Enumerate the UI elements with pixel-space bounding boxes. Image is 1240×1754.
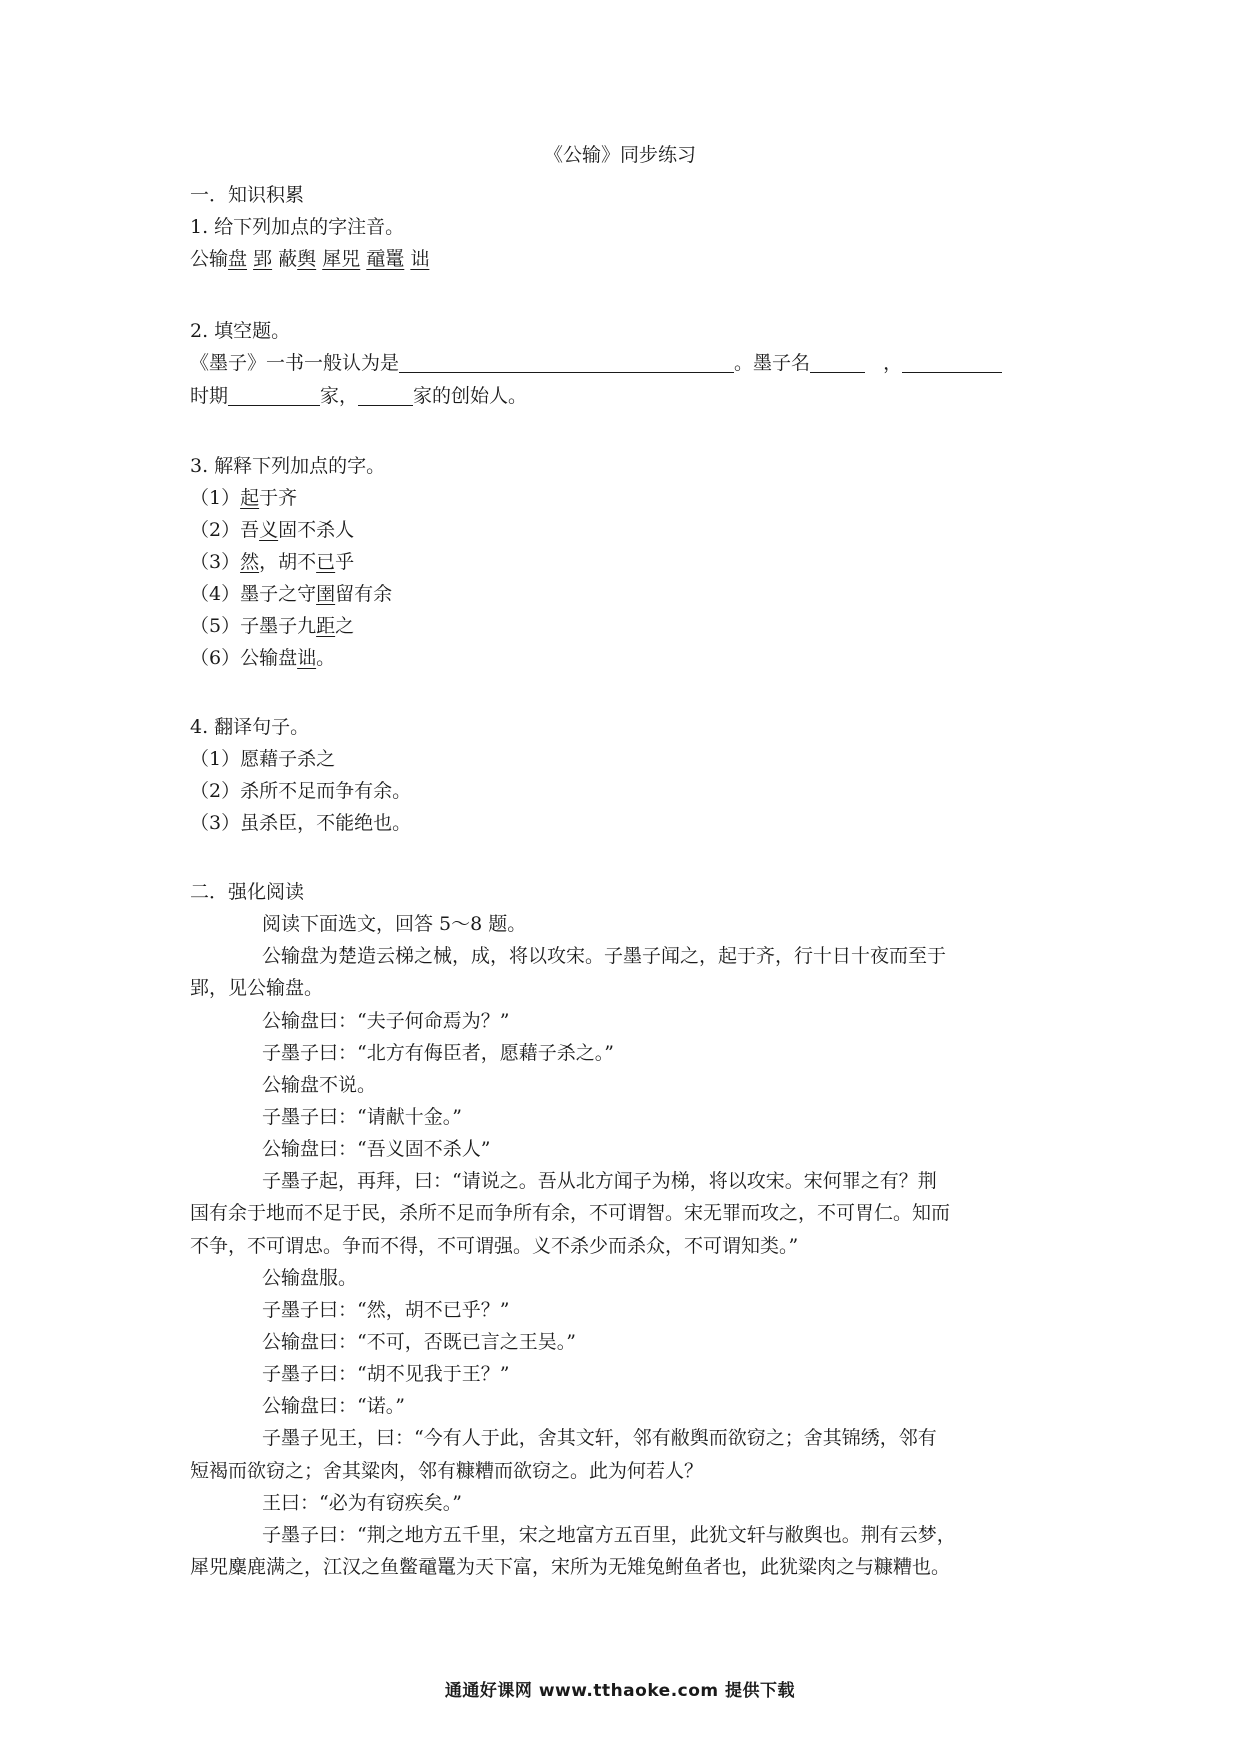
passage-line: 王曰：“必为有窃疾矣。”	[262, 1492, 462, 1514]
underlined-char: 黿鼍	[366, 248, 405, 270]
question-3-item: （6）公输盘诎。	[190, 647, 336, 669]
underlined-char: 义	[259, 519, 279, 541]
question-3-item: （4）墨子之守圉留有余	[190, 583, 393, 605]
passage-line: 犀兕麋鹿满之，江汉之鱼鳖黿鼍为天下富，宋所为无雉兔鲋鱼者也，此犹粱肉之与糠糟也。	[190, 1556, 951, 1578]
answer-blank[interactable]	[810, 350, 865, 373]
passage-line: 不争，不可谓忠。争而不得，不可谓强。义不杀少而杀众，不可谓知类。”	[190, 1235, 799, 1257]
underlined-char: 郢	[253, 248, 273, 270]
passage-line: 公输盘曰：“不可，否既已言之王吴。”	[262, 1331, 576, 1353]
passage-line: 公输盘服。	[262, 1267, 358, 1289]
underlined-char: 距	[316, 615, 336, 637]
question-3-item: （1）起于齐	[190, 487, 298, 509]
passage-line: 子墨子曰：“荆之地方五千里，宋之地富方五百里，此犹文轩与敝舆也。荆有云梦，	[262, 1524, 956, 1546]
underlined-char: 犀兕	[322, 248, 361, 270]
question-4-item: （2）杀所不足而争有余。	[190, 780, 412, 802]
passage-line: 公输盘曰：“吾义固不杀人”	[262, 1138, 491, 1160]
word-text: 蔽	[278, 248, 298, 270]
question-2-prompt: 2. 填空题。	[190, 320, 291, 342]
passage-line: 子墨子曰：“请献十金。”	[262, 1106, 462, 1128]
fill-text: 。墨子名	[734, 352, 811, 374]
underlined-char: 起	[240, 487, 260, 509]
underlined-char: 圉	[316, 583, 336, 605]
fill-text: 《墨子》一书一般认为是	[190, 352, 400, 374]
passage-line: 子墨子见王，曰：“今有人于此，舍其文轩，邻有敝舆而欲窃之；舍其锦绣，邻有	[262, 1427, 937, 1449]
answer-blank[interactable]	[902, 350, 1002, 373]
passage-line: 短褐而欲窃之；舍其粱肉，邻有糠糟而欲窃之。此为何若人？	[190, 1460, 704, 1482]
passage-line: 郢，见公输盘。	[190, 977, 324, 999]
passage-line: 公输盘为楚造云梯之械，成，将以攻宋。子墨子闻之，起于齐，行十日十夜而至于	[262, 945, 947, 967]
underlined-char: 已	[316, 551, 336, 573]
page-title: 《公输》同步练习	[543, 144, 696, 166]
section-heading: 一．知识积累	[190, 184, 305, 206]
question-3-prompt: 3. 解释下列加点的字。	[190, 455, 386, 477]
question-3-item: （5）子墨子九距之	[190, 615, 355, 637]
answer-blank[interactable]	[228, 383, 320, 406]
answer-blank[interactable]	[399, 350, 734, 373]
answer-blank[interactable]	[358, 383, 413, 406]
question-1-words	[190, 244, 1050, 274]
underlined-char: 诎	[410, 248, 430, 270]
fill-text: 时期	[190, 385, 229, 407]
question-2-line-1	[190, 348, 1050, 378]
passage-line: 子墨子起，再拜，曰：“请说之。吾从北方闻子为梯，将以攻宋。宋何罪之有？荆	[262, 1170, 937, 1192]
fill-text: ，	[883, 352, 903, 374]
fill-text: 家的创始人。	[413, 385, 528, 407]
passage-line: 公输盘曰：“夫子何命焉为？”	[262, 1010, 510, 1032]
question-4-item: （1）愿藉子杀之	[190, 748, 336, 770]
question-4-prompt: 4. 翻译句子。	[190, 716, 310, 738]
question-3-item: （3）然，胡不已乎	[190, 551, 355, 573]
passage-line: 子墨子曰：“北方有侮臣者，愿藉子杀之。”	[262, 1042, 614, 1064]
underlined-char: 舆	[297, 248, 317, 270]
fill-text: 家，	[320, 385, 359, 407]
passage-line: 子墨子曰：“胡不见我于王？”	[262, 1363, 510, 1385]
question-2-line-2	[190, 381, 1050, 411]
question-4-item: （3）虽杀臣，不能绝也。	[190, 812, 412, 834]
question-3-item: （2）吾义固不杀人	[190, 519, 355, 541]
underlined-char: 盘	[228, 248, 248, 270]
page-footer: 通通好课网 www.tthaoke.com 提供下载	[444, 1681, 796, 1701]
word-text: 公输	[190, 248, 229, 270]
question-1-prompt: 1. 给下列加点的字注音。	[190, 216, 405, 238]
passage-line: 公输盘不说。	[262, 1074, 377, 1096]
section-heading: 二．强化阅读	[190, 881, 305, 903]
underlined-char: 然	[240, 551, 260, 573]
passage-line: 国有余于地而不足于民，杀所不足而争所有余，不可谓智。宋无罪而攻之，不可胃仁。知而	[190, 1202, 951, 1224]
passage-line: 子墨子曰：“然，胡不已乎？”	[262, 1299, 510, 1321]
passage-line: 公输盘曰：“诺。”	[262, 1395, 405, 1417]
underlined-char: 诎	[297, 647, 317, 669]
reading-intro: 阅读下面选文，回答 5～8 题。	[262, 913, 527, 935]
